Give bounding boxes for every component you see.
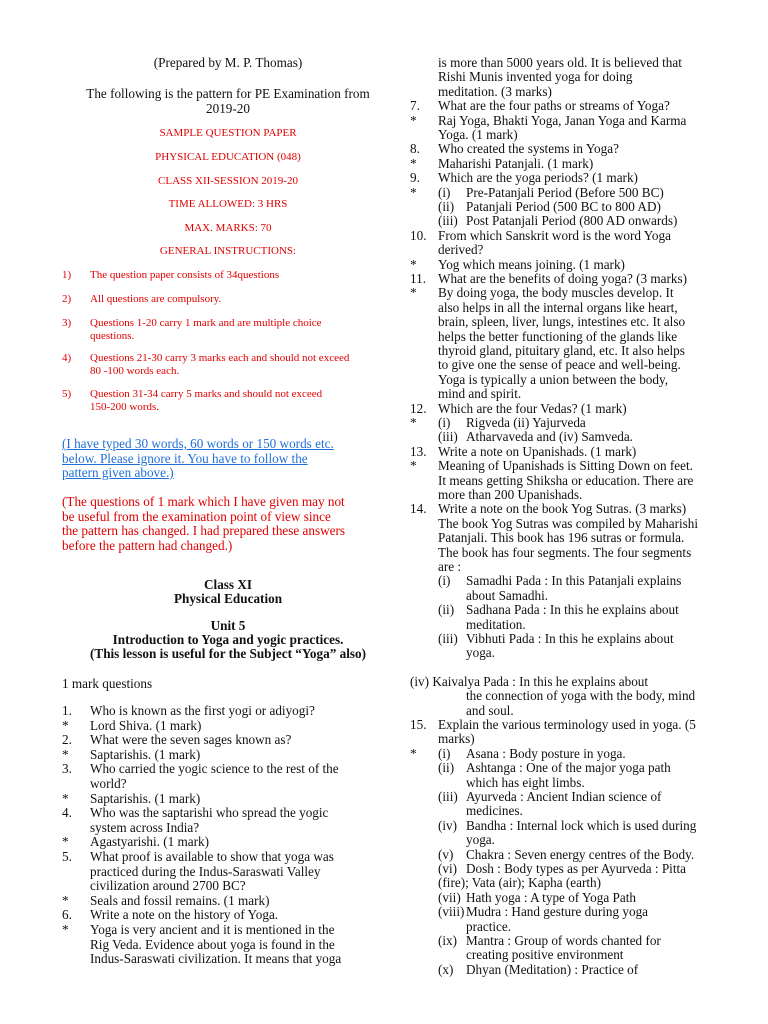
content-line: Maharishi Patanjali. (1 mark) (438, 155, 594, 171)
question-number: 13. (410, 443, 427, 459)
content-line: Chakra : Seven energy centres of the Body. (466, 846, 695, 862)
sub-item-marker: (ii) (438, 199, 455, 214)
subject-heading: Physical Education (173, 591, 283, 606)
answer-marker: * (62, 717, 69, 733)
content-line: What are the benefits of doing yoga? (3 marks) (438, 271, 688, 286)
answer-text: Agastyarishi. (1 mark) (90, 834, 210, 850)
answer-marker: * (62, 892, 69, 908)
class-session: CLASS XII-SESSION 2019-20 (158, 175, 298, 187)
question-number: 6. (62, 907, 72, 923)
class-heading: Class XI (204, 577, 252, 592)
time-allowed: TIME ALLOWED: 3 HRS (168, 198, 288, 210)
content-line: Patanjali. This book has 196 sutras or formula. (438, 530, 685, 546)
content-line: What are the four paths or streams of Yoga? (438, 98, 670, 114)
subject-code: PHYSICAL EDUCATION (048) (155, 151, 301, 163)
content-line: Patanjali Period (500 BC to 800 AD) (466, 199, 661, 214)
unit-title: Introduction to Yoga and yogic practices. (112, 632, 344, 647)
answer-marker: * (62, 746, 69, 762)
content-line: Pre-Patanjali Period (Before 500 BC) (466, 184, 664, 200)
sub-item-marker: (ii) (438, 760, 455, 776)
content-line: derived? (438, 242, 484, 258)
instruction-text: All questions are compulsory. (90, 293, 222, 305)
content-line: The book Yog Sutras was compiled by Maharishi (438, 515, 699, 531)
intro-line: The following is the pattern for PE Examination from (86, 86, 370, 101)
question-number: 3. (62, 761, 72, 777)
max-marks: MAX. MARKS: 70 (184, 222, 272, 234)
question-text: Write a note on the history of Yoga. (90, 907, 279, 923)
question-number: 9. (410, 170, 420, 186)
instruction-number: 4) (62, 352, 72, 364)
question-text: civilization around 2700 BC? (90, 878, 246, 894)
section-heading: 1 mark questions (62, 676, 153, 691)
sub-item-marker: (i) (438, 573, 451, 589)
instruction-text: Question 31-34 carry 5 marks and should not exceed (90, 388, 323, 400)
content-line: brain, spleen, liver, lungs, intestines etc. It also (438, 314, 686, 330)
content-line: Yoga. (1 mark) (438, 127, 518, 142)
sub-item-marker: (iii) (438, 429, 458, 445)
teacher-note-blue: pattern given above.) (62, 465, 174, 480)
sub-item-marker: (i) (438, 415, 451, 430)
answer-marker: * (410, 155, 417, 171)
sub-item-marker: (iii) (438, 789, 458, 804)
content-line: and soul. (466, 702, 514, 718)
content-line: Vibhuti Pada : In this he explains about (466, 631, 674, 646)
unit-note: (This lesson is useful for the Subject “Yoga” also) (90, 646, 366, 661)
question-number: 10. (410, 227, 427, 243)
content-line: Raj Yoga, Bhakti Yoga, Janan Yoga and Karma (438, 112, 687, 128)
instruction-text: Questions 21-30 carry 3 marks each and should not exceed (90, 352, 350, 364)
sub-item-marker: (ii) (438, 602, 455, 618)
sub-item-marker: (v) (438, 846, 454, 862)
question-number: 11. (410, 271, 426, 286)
content-line: Who created the systems in Yoga? (438, 141, 619, 157)
content-line: Write a note on the book Yog Sutras. (3 marks) (438, 501, 687, 517)
general-instructions: GENERAL INSTRUCTIONS: (159, 245, 297, 257)
content-line: Mudra : Hand gesture during yoga (466, 904, 649, 920)
answer-marker: * (410, 256, 417, 272)
instruction-number: 1) (62, 269, 72, 281)
content-line: is more than 5000 years old. It is believed that (438, 55, 682, 70)
question-text: practiced during the Indus-Saraswati Valley (90, 863, 321, 879)
answer-text: Yoga is very ancient and it is mentioned in the (90, 922, 335, 937)
question-text: Rig Veda. Evidence about yoga is found in the (90, 936, 335, 952)
question-text: Who is known as the first yogi or adiyogi? (90, 703, 315, 718)
instruction-number: 2) (62, 293, 72, 305)
content-line: also helps in all the internal organs like heart, (438, 299, 678, 315)
sub-item-marker: (i) (438, 184, 451, 200)
content-line: to give one the sense of peace and well-being. (438, 357, 681, 373)
content-line: creating positive environment (466, 947, 624, 963)
question-number: 4. (62, 805, 72, 821)
instruction-text: Questions 1-20 carry 1 mark and are multiple choice (90, 317, 322, 329)
content-line: Meaning of Upanishads is Sitting Down on feet. (438, 458, 693, 474)
instruction-number: 3) (62, 317, 72, 329)
instruction-text: questions. (90, 330, 135, 342)
unit-heading: Unit 5 (210, 618, 246, 633)
teacher-note-blue: (I have typed 30 words, 60 words or 150 words etc. (62, 436, 334, 451)
question-number: 7. (410, 98, 420, 114)
content-line: helps the better functioning of the glands like (438, 328, 678, 344)
content-line: Samadhi Pada : In this Patanjali explains (466, 573, 682, 589)
question-text: world? (90, 776, 127, 791)
content-line: yoga. (466, 832, 495, 848)
sub-item-marker: (vi) (438, 861, 458, 876)
sub-item-marker: (ix) (438, 933, 458, 948)
content-line: Mantra : Group of words chanted for (466, 933, 661, 948)
content-line: Dhyan (Meditation) : Practice of (466, 961, 639, 977)
content-line: yoga. (466, 645, 495, 661)
answer-text: Lord Shiva. (1 mark) (90, 717, 202, 733)
instruction-text: 80 -100 words each. (90, 365, 180, 377)
sample-title: SAMPLE QUESTION PAPER (159, 127, 297, 139)
content-line: Rishi Munis invented yoga for doing (438, 69, 633, 85)
content-line: Ashtanga : One of the major yoga path (466, 760, 671, 776)
content-line: Ayurveda : Ancient Indian science of (466, 789, 662, 804)
content-line: Yog which means joining. (1 mark) (438, 256, 625, 272)
sub-item-marker: (vii) (438, 889, 461, 905)
content-line: Asana : Body posture in yoga. (466, 745, 626, 761)
content-line: Sadhana Pada : In this he explains about (466, 602, 679, 618)
content-line: Post Patanjali Period (800 AD onwards) (466, 213, 678, 229)
content-line: Hath yoga : A type of Yoga Path (466, 889, 636, 905)
content-line: Which are the four Vedas? (1 mark) (438, 400, 627, 416)
answer-text: Saptarishis. (1 mark) (90, 746, 201, 762)
question-text: system across India? (90, 819, 200, 835)
content-line: (fire); Vata (air); Kapha (earth) (438, 875, 602, 891)
content-line: (iv) Kaivalya Pada : In this he explains about (410, 673, 649, 689)
content-line: marks) (438, 731, 475, 747)
question-text: What proof is available to show that yoga was (90, 849, 334, 864)
teacher-note-red: be useful from the examination point of view since (62, 508, 331, 524)
answer-marker: * (410, 745, 417, 761)
answer-marker: * (410, 184, 417, 200)
instruction-text: The question paper consists of 34questions (90, 269, 280, 281)
answer-marker: * (62, 922, 69, 937)
content-line: Atharvaveda and (iv) Samveda. (466, 429, 633, 445)
question-number: 8. (410, 141, 420, 157)
sub-item-marker: (viii) (438, 904, 465, 920)
content-line: practice. (466, 918, 512, 934)
content-line: mind and spirit. (438, 386, 522, 402)
teacher-note-blue: below. Please ignore it. You have to follow the (62, 450, 308, 466)
question-number: 15. (410, 717, 427, 732)
answer-marker: * (410, 415, 417, 430)
content-line: thyroid gland, pituitary gland, etc. It also helps (438, 343, 685, 358)
content-line: Explain the various terminology used in yoga. (5 (438, 717, 696, 732)
sub-item-marker: (iv) (438, 817, 458, 833)
teacher-note-red: the pattern has changed. I had prepared these answers (62, 523, 346, 538)
sub-item-marker: (iii) (438, 631, 458, 646)
question-number: 1. (62, 703, 72, 718)
content-line: about Samadhi. (466, 587, 549, 603)
question-text: Who was the saptarishi who spread the yogic (90, 805, 329, 821)
answer-marker: * (410, 112, 417, 128)
answer-text: Saptarishis. (1 mark) (90, 790, 201, 806)
content-line: meditation. (466, 616, 526, 632)
answer-marker: * (62, 790, 69, 806)
answer-text: Seals and fossil remains. (1 mark) (90, 892, 270, 908)
instruction-text: 150-200 words. (90, 401, 160, 413)
sub-item-marker: (x) (438, 961, 454, 977)
answer-marker: * (62, 834, 69, 850)
question-number: 5. (62, 849, 72, 864)
content-line: more than 200 Upanishads. (438, 487, 583, 502)
content-line: Bandha : Internal lock which is used during (466, 817, 697, 833)
content-line: Yoga is typically a union between the body, (438, 371, 669, 387)
sub-item-marker: (iii) (438, 213, 458, 229)
answer-marker: * (410, 458, 417, 474)
question-number: 14. (410, 501, 427, 517)
instruction-number: 5) (62, 388, 72, 400)
content-line: Which are the yoga periods? (1 mark) (438, 170, 638, 186)
content-line: medicines. (466, 803, 523, 819)
sub-item-marker: (i) (438, 745, 451, 761)
teacher-note-red: before the pattern had changed.) (62, 537, 233, 553)
question-text: Indus-Saraswati civilization. It means that yoga (90, 951, 342, 967)
content-line: are : (438, 559, 462, 574)
prepared-by: (Prepared by M. P. Thomas) (153, 55, 303, 70)
intro-year: 2019-20 (206, 101, 250, 116)
question-number: 2. (62, 732, 72, 748)
content-line: From which Sanskrit word is the word Yoga (438, 227, 671, 243)
content-line: By doing yoga, the body muscles develop. It (438, 285, 674, 301)
content-line: Rigveda (ii) Yajurveda (466, 415, 586, 430)
teacher-note-red: (The questions of 1 mark which I have given may not (62, 494, 345, 509)
answer-marker: * (410, 285, 417, 301)
content-line: which has eight limbs. (466, 774, 585, 790)
question-number: 12. (410, 400, 427, 416)
content-line: The book has four segments. The four segments (438, 544, 692, 560)
content-line: Dosh : Body types as per Ayurveda : Pitta (466, 861, 687, 876)
content-line: the connection of yoga with the body, mind (466, 688, 696, 704)
content-line: meditation. (3 marks) (438, 83, 552, 99)
content-line: It means getting Shiksha or education. There are (438, 472, 694, 488)
question-text: Who carried the yogic science to the rest of the (90, 761, 339, 777)
content-line: Write a note on Upanishads. (1 mark) (438, 443, 637, 459)
question-text: What were the seven sages known as? (90, 732, 292, 748)
